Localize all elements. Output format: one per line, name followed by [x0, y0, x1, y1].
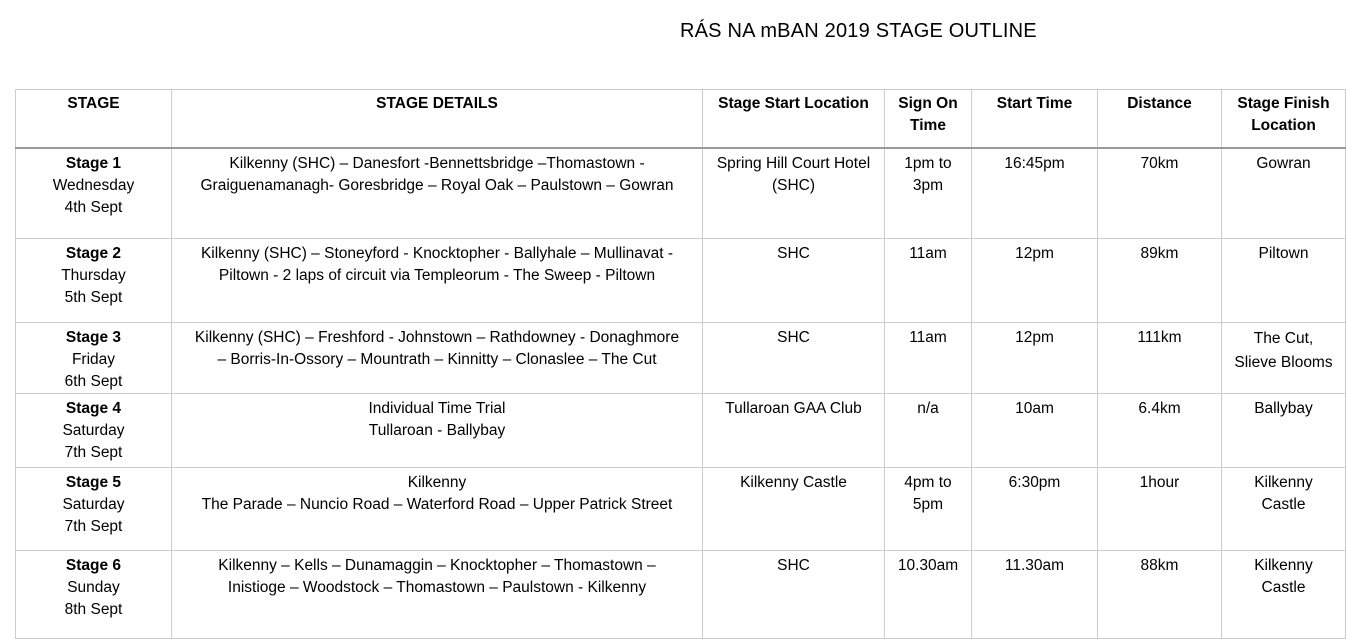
stage-date: 6th Sept	[64, 373, 123, 390]
stage-day: Saturday	[62, 422, 125, 439]
stage-date: 4th Sept	[64, 198, 123, 216]
distance-cell: 89km	[1098, 239, 1222, 323]
page-title: RÁS NA mBAN 2019 STAGE OUTLINE	[680, 20, 1037, 42]
start-location-cell: Tullaroan GAA Club	[703, 394, 885, 468]
column-header-sign-on-time: Sign On Time	[885, 90, 972, 148]
stage-day: Thursday	[61, 267, 126, 284]
stage-day: Sunday	[67, 579, 120, 596]
stage-date: 8th Sept	[64, 601, 123, 618]
start-time-cell: 10am	[972, 394, 1098, 468]
finish-location-cell: Kilkenny Castle	[1222, 551, 1346, 639]
table-row	[16, 323, 1346, 394]
column-header-start-location: Stage Start Location	[703, 90, 885, 148]
sign-on-time-cell: 11am	[885, 239, 972, 323]
stage-details-line: Inistioge – Woodstock – Thomastown – Paulstown - Kilkenny	[227, 579, 647, 596]
finish-location-cell: Kilkenny Castle	[1222, 468, 1346, 551]
stage-name: Stage 2	[65, 245, 122, 262]
sign-on-time-cell: 11am	[885, 323, 972, 394]
stage-day: Wednesday	[52, 176, 135, 194]
table-header-row	[16, 90, 1346, 148]
stage-cell	[16, 239, 172, 323]
stage-details-line: Kilkenny (SHC) – Freshford - Johnstown – Rathdowney - Donaghmore	[194, 329, 680, 346]
table-row	[16, 394, 1346, 468]
start-time-cell: 6:30pm	[972, 468, 1098, 551]
start-time-cell: 16:45pm	[972, 148, 1098, 239]
stage-details-line: Kilkenny (SHC) – Danesfort -Bennettsbridge –Thomastown -	[229, 154, 645, 172]
stage-details-cell	[172, 468, 703, 551]
stage-details-line: The Parade – Nuncio Road – Waterford Road – Upper Patrick Street	[201, 496, 673, 513]
distance-cell: 6.4km	[1098, 394, 1222, 468]
column-header-distance: Distance	[1098, 90, 1222, 148]
sign-on-time-cell: n/a	[885, 394, 972, 468]
stage-details-line: Kilkenny	[407, 474, 467, 491]
start-time-cell: 12pm	[972, 239, 1098, 323]
distance-cell: 1hour	[1098, 468, 1222, 551]
stage-date: 5th Sept	[64, 289, 123, 306]
stage-details-line: Graiguenamanagh- Goresbridge – Royal Oak – Paulstown – Gowran	[200, 176, 674, 194]
stage-details-line: Individual Time Trial	[368, 400, 506, 417]
distance-cell: 88km	[1098, 551, 1222, 639]
stage-name: Stage 6	[65, 557, 122, 574]
stage-details-line: Kilkenny (SHC) – Stoneyford - Knocktopher - Ballyhale – Mullinavat -	[200, 245, 674, 262]
distance-cell: 70km	[1098, 148, 1222, 239]
stage-cell	[16, 394, 172, 468]
column-header-stage-details: STAGE DETAILS	[172, 90, 703, 148]
start-time-cell: 12pm	[972, 323, 1098, 394]
stage-date: 7th Sept	[64, 444, 123, 461]
stage-details-cell	[172, 323, 703, 394]
stage-details-cell	[172, 551, 703, 639]
start-location-cell: SHC	[703, 323, 885, 394]
stage-details-cell	[172, 394, 703, 468]
finish-location-cell: Gowran	[1222, 148, 1346, 239]
table-row	[16, 551, 1346, 639]
column-header-start-time: Start Time	[972, 90, 1098, 148]
start-time-cell: 11.30am	[972, 551, 1098, 639]
finish-location-cell: The Cut, Slieve Blooms	[1222, 323, 1346, 394]
table-row	[16, 239, 1346, 323]
stage-details-line: Tullaroan - Ballybay	[368, 422, 506, 439]
stage-cell	[16, 468, 172, 551]
finish-location-cell: Ballybay	[1222, 394, 1346, 468]
stage-details-line: Kilkenny – Kells – Dunamaggin – Knocktopher – Thomastown –	[218, 557, 656, 574]
stage-date: 7th Sept	[64, 518, 123, 535]
stage-details-cell	[172, 239, 703, 323]
stage-cell	[16, 323, 172, 394]
stage-outline-table	[15, 89, 1346, 639]
start-location-cell: Kilkenny Castle	[703, 468, 885, 551]
sign-on-time-cell: 10.30am	[885, 551, 972, 639]
sign-on-time-cell: 1pm to 3pm	[885, 148, 972, 239]
table-row	[16, 468, 1346, 551]
stage-day: Saturday	[62, 496, 125, 513]
stage-details-line: – Borris-In-Ossory – Mountrath – Kinnitty – Clonaslee – The Cut	[217, 351, 657, 368]
start-location-cell: SHC	[703, 551, 885, 639]
stage-name: Stage 3	[65, 329, 122, 346]
finish-location-cell: Piltown	[1222, 239, 1346, 323]
stage-name: Stage 1	[65, 154, 122, 172]
stage-day: Friday	[71, 351, 116, 368]
stage-name: Stage 5	[65, 474, 122, 491]
column-header-stage: STAGE	[16, 90, 172, 148]
stage-details-cell	[172, 148, 703, 239]
stage-cell	[16, 148, 172, 239]
table-row	[16, 148, 1346, 239]
stage-name: Stage 4	[65, 400, 122, 417]
column-header-finish-location: Stage Finish Location	[1222, 90, 1346, 148]
sign-on-time-cell: 4pm to 5pm	[885, 468, 972, 551]
distance-cell: 111km	[1098, 323, 1222, 394]
stage-cell	[16, 551, 172, 639]
start-location-cell: SHC	[703, 239, 885, 323]
start-location-cell: Spring Hill Court Hotel (SHC)	[703, 148, 885, 239]
stage-details-line: Piltown - 2 laps of circuit via Templeorum - The Sweep - Piltown	[218, 267, 656, 284]
